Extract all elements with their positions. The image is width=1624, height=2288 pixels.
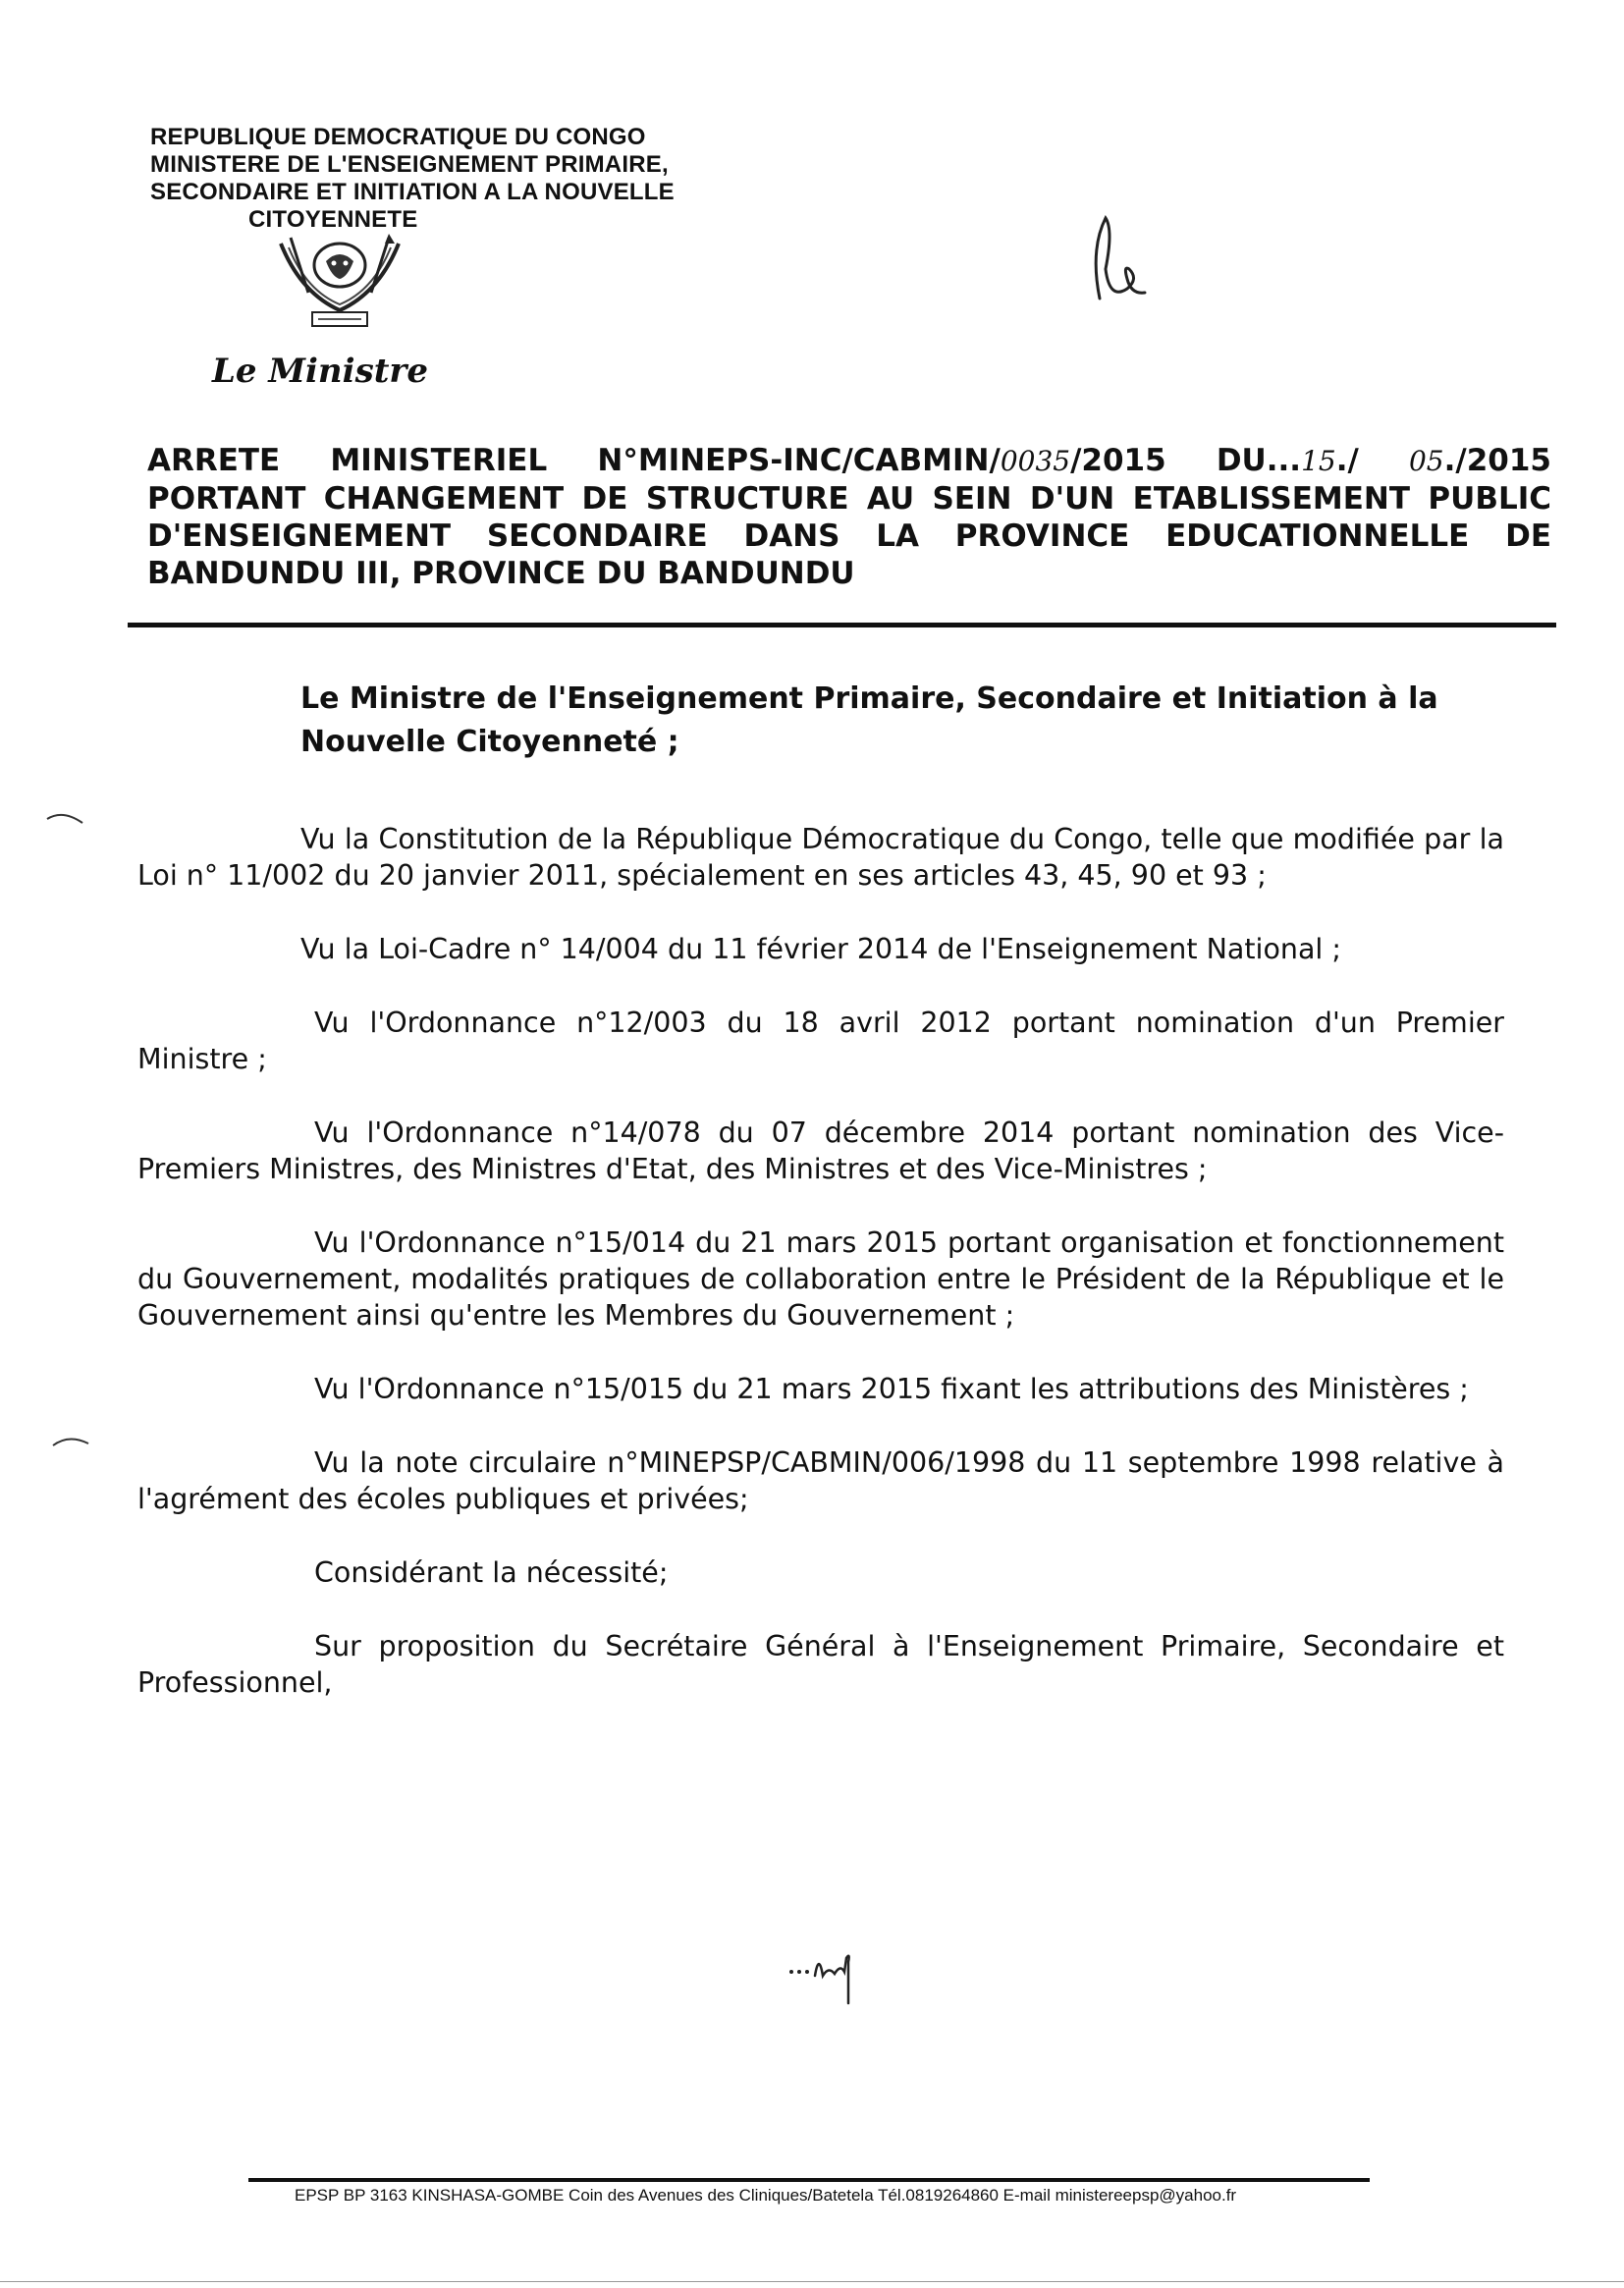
letterhead [150,124,739,234]
recital-loi-cadre: Vu la Loi-Cadre n° 14/004 du 11 février 2014 de l'Enseignement National ; [300,933,1341,965]
handwritten-month: 05 [1408,445,1444,477]
recital-ordonnance-15-014: Vu l'Ordonnance n°15/014 du 21 mars 2015 portant organisation et fonctionnement du Gouvernement, modalités pratiques de collaboration entre le Président de la République et le Gouvernement ainsi qu'entre les Membres du Gouvernement ; [137,1226,1504,1332]
title-line-3: D'ENSEIGNEMENT SECONDAIRE DANS LA PROVINCE EDUCATIONNELLE DE [147,518,1551,554]
header-line-ministry-2: SECONDAIRE ET INITIATION A LA NOUVELLE [150,179,675,205]
handwritten-number: 0035 [1000,445,1071,477]
margin-tick-icon [45,811,84,825]
title-line-2: PORTANT CHANGEMENT DE STRUCTURE AU SEIN D'UN ETABLISSEMENT PUBLIC [147,481,1551,517]
header-line-ministry-3: CITOYENNETE [248,206,418,233]
recital-ordonnance-12-003: Vu l'Ordonnance n°12/003 du 18 avril 2012 portant nomination d'un Premier Ministre ; [137,1007,1504,1075]
coat-of-arms-icon [261,234,418,334]
header-line-country: REPUBLIQUE DEMOCRATIQUE DU CONGO [150,124,646,150]
recital-constitution: Vu la Constitution de la République Démocratique du Congo, telle que modifiée par la Loi n° 11/002 du 20 janvier 2011, spécialement en ses articles 43, 45, 90 et 93 ; [137,823,1504,892]
recital-ordonnance-15-015: Vu l'Ordonnance n°15/015 du 21 mars 2015 fixant les attributions des Ministères ; [314,1373,1469,1405]
recital-proposition: Sur proposition du Secrétaire Général à l'Enseignement Primaire, Secondaire et Professionnel, [137,1630,1504,1699]
recital-considerant: Considérant la nécessité; [314,1556,669,1589]
handwritten-initial-icon [1080,210,1159,308]
signature-title: Le Ministre [212,352,428,391]
recital-ordonnance-14-078: Vu l'Ordonnance n°14/078 du 07 décembre 2014 portant nomination des Vice-Premiers Ministres, des Ministres d'Etat, des Ministres et des Vice-Ministres ; [137,1117,1504,1185]
handwritten-continuation-icon [785,1942,874,2011]
continuation-mark [785,1942,874,2011]
page-edge [0,2281,1624,2282]
decree-body [137,678,1504,1701]
decree-title [147,442,1551,592]
preamble: Le Ministre de l'Enseignement Primaire, Secondaire et Initiation à la Nouvelle Citoyenneté ; [300,681,1438,759]
recital-note-circulaire: Vu la note circulaire n°MINEPSP/CABMIN/006/1998 du 11 septembre 1998 relative à l'agrément des écoles publiques et privées; [137,1446,1504,1515]
title-divider [128,623,1556,627]
title-line-1: ARRETE MINISTERIEL N°MINEPS-INC/CABMIN/0035/2015 DU...15./ 05./2015 [147,443,1551,478]
header-line-ministry-1: MINISTERE DE L'ENSEIGNEMENT PRIMAIRE, [150,151,669,178]
footer-divider [248,2178,1370,2182]
margin-tick-icon [51,1436,90,1449]
footer-address: EPSP BP 3163 KINSHASA-GOMBE Coin des Avenues des Cliniques/Batetela Tél.0819264860 E-mail ministereepsp@yahoo.fr [295,2186,1237,2205]
handwritten-day: 15 [1301,445,1336,477]
title-line-4: BANDUNDU III, PROVINCE DU BANDUNDU [147,556,855,591]
